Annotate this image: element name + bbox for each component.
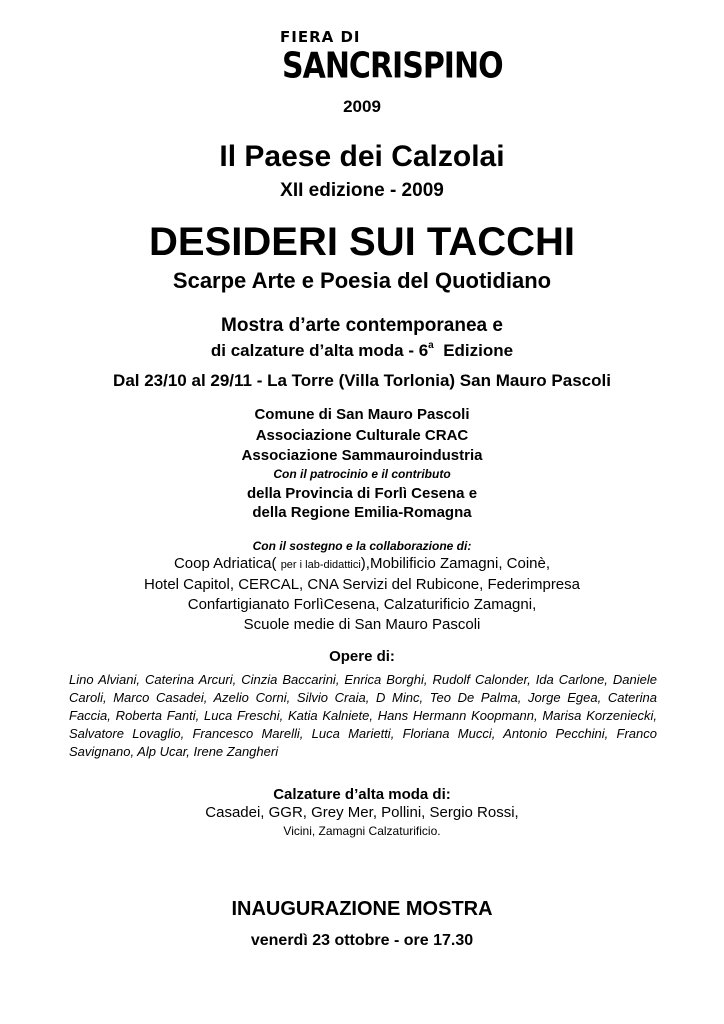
fiera-logo (280, 28, 503, 92)
exhibition-line-1: Mostra d’arte contemporanea e (221, 315, 503, 336)
support-line-2: Hotel Capitol, CERCAL, CNA Servizi del Rubicone, Federimpresa (143, 576, 580, 593)
main-title: Il Paese dei Calzolai (219, 140, 505, 173)
exhibition-line-2-main: di calzature d’alta moda - 6 (210, 341, 429, 360)
organizer-line: Associazione Culturale CRAC (255, 427, 469, 444)
support-line-4: Scuole medie di San Mauro Pascoli (243, 616, 481, 633)
patronage-label: Con il patrocinio e il contributo (273, 467, 451, 481)
opening-datetime: venerdì 23 ottobre - ore 17.30 (250, 932, 474, 949)
organizer-line: Comune di San Mauro Pascoli (254, 406, 470, 423)
fashion-line-1: Casadei, GGR, Grey Mer, Pollini, Sergio Rossi, (205, 804, 519, 821)
artists-list: Lino Alviani, Caterina Arcuri, Cinzia Baccarini, Enrica Borghi, Rudolf Calonder, Ida Carlone, Daniele Caroli, Marco Casadei, Azelio Corni, Silvio Craia, D Minc, Teo De Palma, Jorge Egea, Caterina Faccia, Roberta Fanti, Luca Freschi, Katia Kalniete, Hans Hermann Koopmann, Marisa Korzeniecki, Salvatore Lovaglio, Francesco Marelli, Luca Marietti, Floriana Mucci, Antonio Pecchini, Franco Savignano, Alp Ucar, Irene Zangheri (69, 672, 657, 759)
support-line-1 (0, 555, 724, 572)
organizer-line: della Provincia di Forlì Cesena e (246, 485, 478, 502)
fashion-heading: Calzature d’alta moda di: (273, 786, 451, 803)
support-line-1-b: ),Mobilificio Zamagni, Coinè, (360, 555, 551, 572)
year-label: 2009 (343, 97, 381, 116)
support-line-1-note: per i lab-didattici (280, 559, 361, 571)
exhibition-line-2 (0, 340, 724, 361)
logo-main-text: SANCRISPINO (282, 45, 503, 87)
organizer-line: della Regione Emilia-Romagna (252, 504, 472, 521)
support-heading: Con il sostegno e la collaborazione di: (252, 539, 472, 553)
logo-top-text: FIERA DI (280, 28, 361, 46)
event-subtitle: Scarpe Arte e Poesia del Quotidiano (172, 268, 552, 293)
fashion-line-2: Vicini, Zamagni Calzaturificio. (283, 824, 441, 838)
support-line-3: Confartigianato ForlìCesena, Calzaturificio Zamagni, (187, 596, 537, 613)
organizer-line: Associazione Sammauroindustria (241, 447, 483, 464)
event-title: DESIDERI SUI TACCHI (149, 220, 575, 264)
works-heading: Opere di: (329, 648, 395, 665)
opening-title: INAUGURAZIONE MOSTRA (231, 898, 493, 920)
edition-label: XII edizione - 2009 (280, 180, 444, 201)
exhibition-line-2-end: Edizione (443, 341, 514, 360)
support-line-1-a: Coop Adriatica( (173, 555, 281, 572)
exhibition-dates: Dal 23/10 al 29/11 - La Torre (Villa Torlonia) San Mauro Pascoli (113, 371, 611, 390)
edition-superscript: a (428, 340, 434, 351)
